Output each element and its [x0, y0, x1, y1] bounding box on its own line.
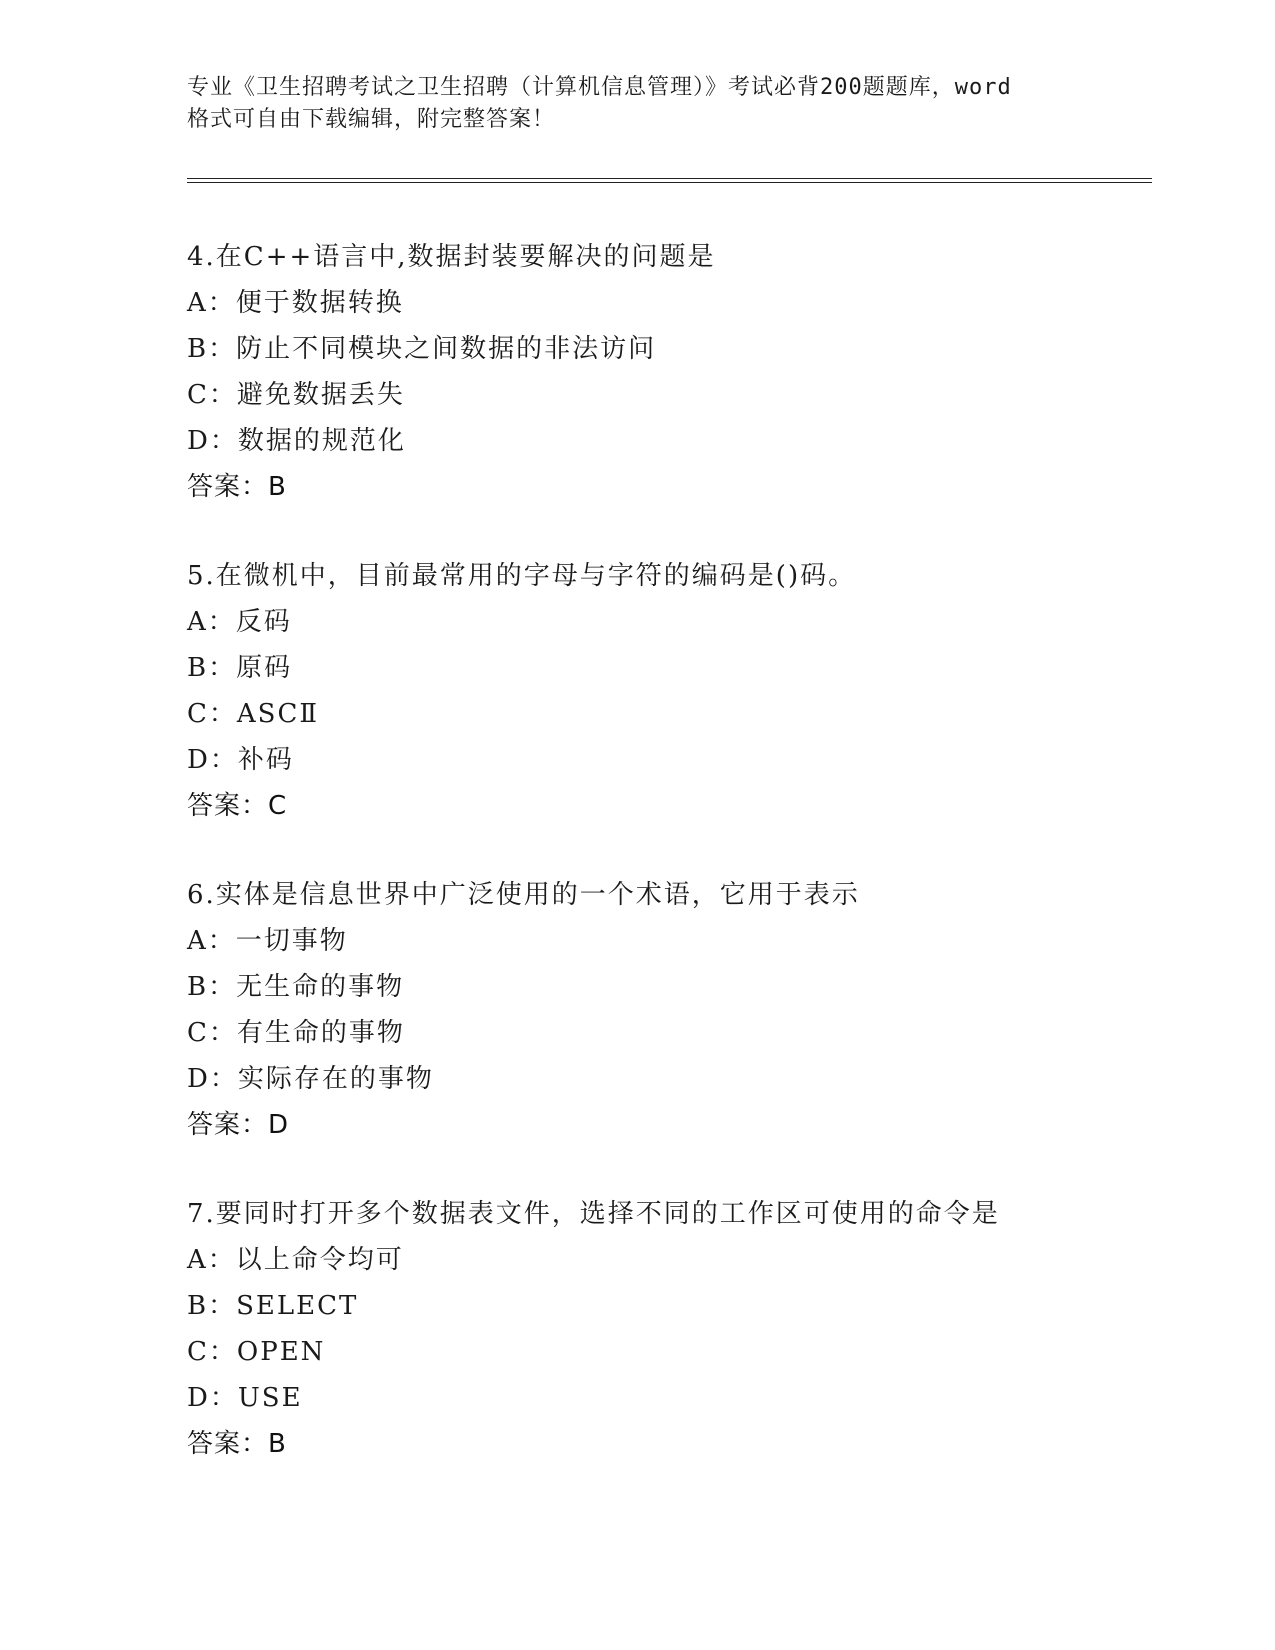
question-4: [187, 234, 1167, 510]
header-line-1: 专业《卫生招聘考试之卫生招聘（计算机信息管理）》考试必背200题题库，word: [187, 75, 1012, 100]
header-divider-top: [187, 178, 1152, 179]
option-a: A：以上命令均可: [187, 1245, 404, 1275]
option-c: C：OPEN: [187, 1337, 326, 1367]
answer-line: 答案：D: [187, 1110, 290, 1140]
question-6: [187, 872, 1167, 1148]
question-stem: 7.要同时打开多个数据表文件，选择不同的工作区可使用的命令是: [187, 1199, 1000, 1229]
option-c: C：ASCⅡ: [187, 699, 320, 729]
option-b: B：防止不同模块之间数据的非法访问: [187, 334, 657, 364]
question-stem: 5.在微机中，目前最常用的字母与字符的编码是()码。: [187, 561, 857, 591]
option-b: B：原码: [187, 653, 293, 683]
option-d: D：数据的规范化: [187, 426, 406, 456]
answer-line: 答案：C: [187, 791, 288, 821]
option-d: D：实际存在的事物: [187, 1064, 434, 1094]
option-d: D：USE: [187, 1383, 303, 1413]
header-divider-bottom: [187, 182, 1152, 183]
question-stem: 6.实体是信息世界中广泛使用的一个术语，它用于表示: [187, 880, 860, 910]
option-a: A：便于数据转换: [187, 288, 404, 318]
question-7: [187, 1191, 1167, 1467]
answer-line: 答案：B: [187, 1429, 287, 1459]
option-a: A：一切事物: [187, 926, 348, 956]
answer-line: 答案：B: [187, 472, 287, 502]
option-b: B：无生命的事物: [187, 972, 405, 1002]
option-d: D：补码: [187, 745, 294, 775]
question-stem: 4.在C++语言中,数据封装要解决的问题是: [187, 242, 716, 272]
header-line-2: 格式可自由下载编辑，附完整答案！: [187, 107, 556, 132]
question-5: [187, 553, 1167, 829]
option-b: B：SELECT: [187, 1291, 359, 1321]
option-a: A：反码: [187, 607, 292, 637]
option-c: C：避免数据丢失: [187, 380, 405, 410]
option-c: C：有生命的事物: [187, 1018, 405, 1048]
document-header: [187, 72, 1087, 136]
